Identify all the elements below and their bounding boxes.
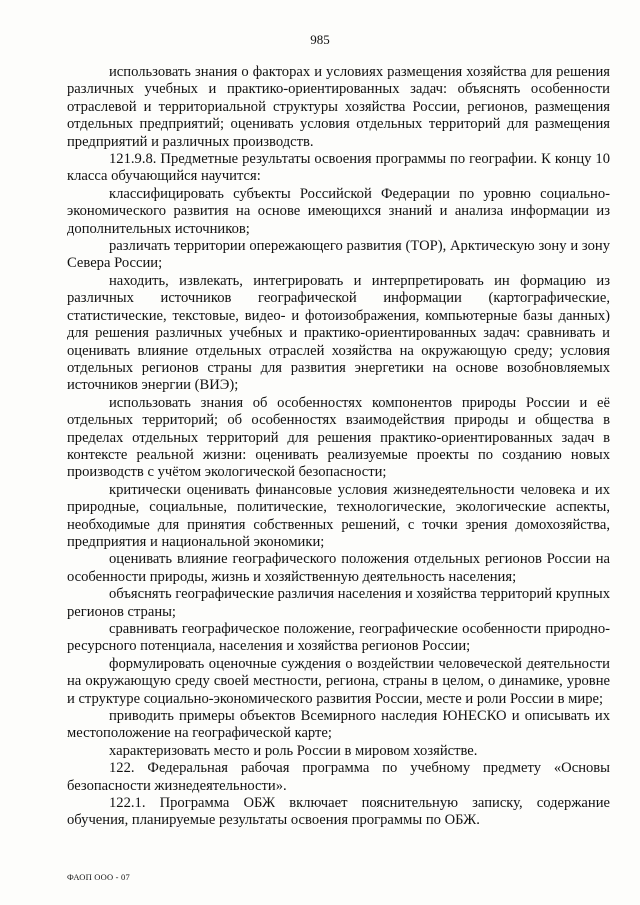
paragraph: приводить примеры объектов Всемирного наследия ЮНЕСКО и описывать их местоположение на географической карте; [67,708,610,742]
footer-code: ФАОП ООО - 07 [67,872,130,882]
paragraph: оценивать влияние географического положения отдельных регионов России на особенности природы, жизнь и хозяйственную деятельность населения; [67,551,610,585]
paragraph: 122.1. Программа ОБЖ включает пояснительную записку, содержание обучения, планируемые результаты освоения программы по ОБЖ. [67,795,610,829]
paragraph: объяснять географические различия населения и хозяйства территорий крупных регионов страны; [67,586,610,620]
paragraph: использовать знания об особенностях компонентов природы России и её отдельных территорий; об особенностях взаимодействия природы и общества в пределах отдельных территорий для решения практико-ориентированных задач в контексте реальной жизни: оценивать реализуемые проекты по созданию новых производств с учётом экологической безопасности; [67,394,610,481]
paragraph: классифицировать субъекты Российской Федерации по уровню социально-экономического развития на основе имеющихся знаний и анализа информации из дополнительных источников; [67,185,610,237]
paragraph: 122. Федеральная рабочая программа по учебному предмету «Основы безопасности жизнедеятельности». [67,760,610,794]
paragraph: использовать знания о факторах и условиях размещения хозяйства для решения различных учебных и практико-ориентированных задач: объяснять особенности отраслевой и территориальной структуры хозяйства России, регионов, размещения отдельных предприятий; оценивать условия отдельных территорий для размещения предприятий и различных производств. [67,64,610,150]
document-body [67,64,610,830]
paragraph: критически оценивать финансовые условия жизнедеятельности человека и их природные, социальные, политические, технологические, экологические аспекты, необходимые для принятия собственных решений, с точки зрения домохозяйства, предприятия и национальной экономики; [67,481,610,550]
paragraph: находить, извлекать, интегрировать и интерпретировать ин формацию из различных источников географической информации (картографические, статистические, текстовые, видео- и фотоизображения, компьютерные базы данных) для решения различных учебных и практико-ориентированных задач: сравнивать и оценивать влияние отдельных отраслей хозяйства на окружающую среду; условия отдельных регионов страны для развития энергетики на основе возобновляемых источников энергии (ВИЭ); [67,272,610,394]
paragraph: характеризовать место и роль России в мировом хозяйстве. [109,742,478,759]
paragraph: формулировать оценочные суждения о воздействии человеческой деятельности на окружающую среду своей местности, региона, страны в целом, о динамике, уровне и структуре социально-экономического развития России, месте и роли России в мире; [67,655,610,707]
paragraph: 121.9.8. Предметные результаты освоения программы по географии. К концу 10 класса обучающийся научится: [67,151,610,185]
paragraph: сравнивать географическое положение, географические особенности природно-ресурсного потенциала, населения и хозяйства регионов России; [67,621,610,655]
page-number: 985 [310,32,330,47]
paragraph: различать территории опережающего развития (ТОР), Арктическую зону и зону Севера России; [67,238,610,272]
